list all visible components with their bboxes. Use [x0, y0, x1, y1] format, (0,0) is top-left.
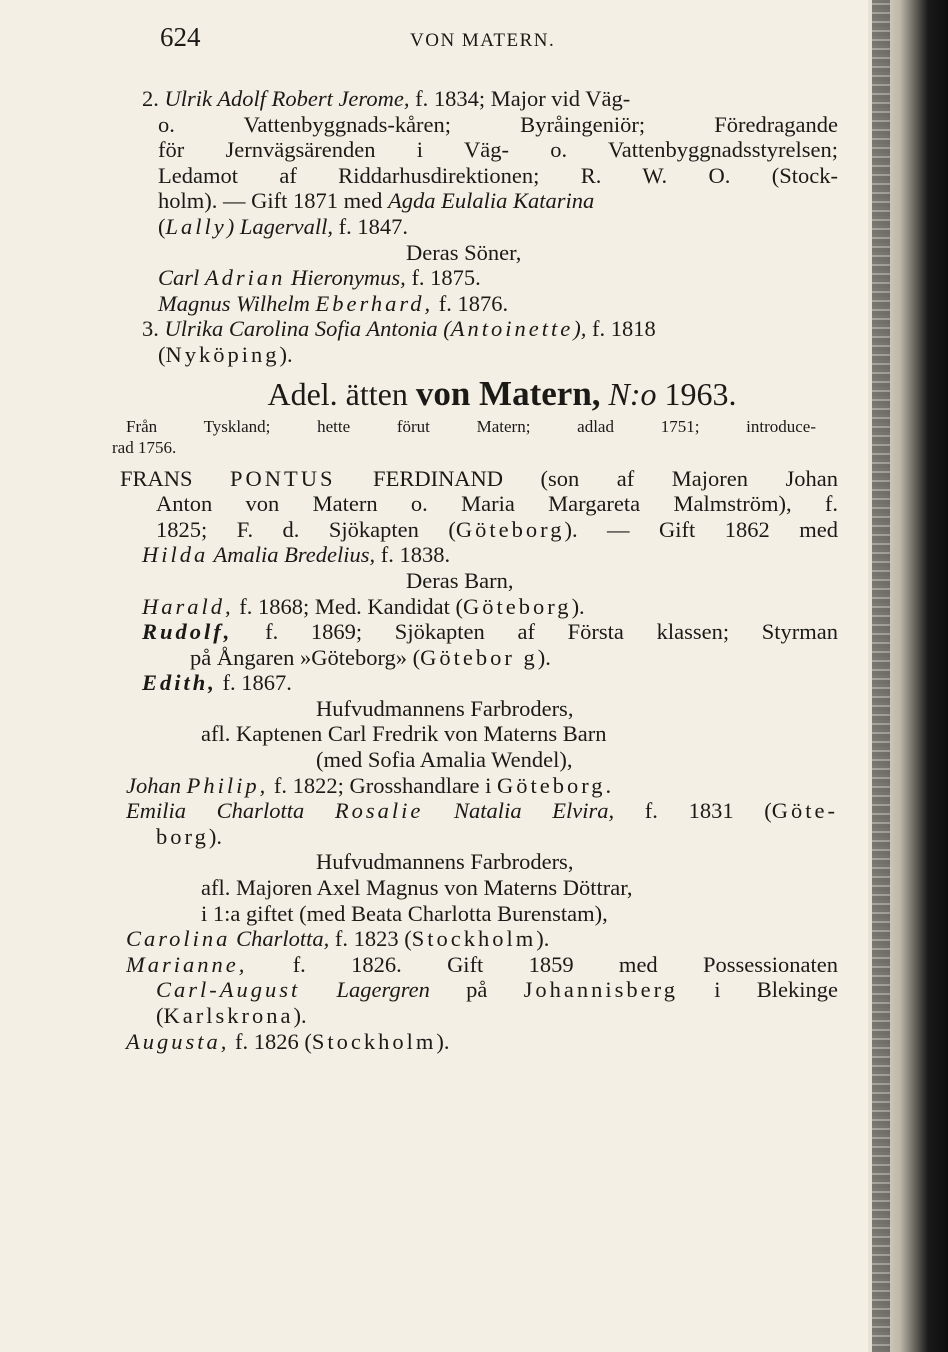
child-name: Harald,: [142, 593, 234, 619]
call-name: Rosalie: [334, 798, 424, 824]
place-name: Stockholm: [311, 1028, 437, 1054]
text-span: 1825; F. d. Sjökapten (: [156, 516, 456, 542]
page-body: [112, 86, 838, 1054]
family-number: 1963.: [664, 375, 737, 412]
place-name: Göteborg: [462, 593, 572, 619]
uncle-1-heading: Hufvudmannens Farbroders,: [316, 695, 574, 721]
uncle-1-line-3: (med Sofia Amalia Wendel),: [316, 747, 573, 773]
head-line-4: [126, 542, 838, 568]
text-span: Johan: [126, 772, 187, 798]
call-name: Antoinette: [450, 316, 574, 342]
person-name: Ulrik Adolf Robert Jerome,: [164, 86, 410, 111]
uncle-1-child-emilia-line-2: [126, 824, 838, 850]
text-span: i Blekinge: [677, 977, 838, 1003]
text-span: på Ångaren »Göteborg» (: [190, 644, 421, 670]
text-span: f. 1826 (: [229, 1028, 312, 1054]
page-number: 624: [160, 22, 201, 52]
child-rudolf-line-2: [126, 645, 838, 671]
entry-2-line-4: Ledamot af Riddarhusdirektionen; R. W. O. (Stock-: [158, 162, 838, 188]
text-span: Charlotta,: [230, 926, 330, 952]
text-span: f. 1831 (: [614, 798, 772, 824]
child-name: Edith,: [142, 670, 217, 696]
family-name: von Matern,: [415, 373, 601, 413]
text-span: f. 1876.: [433, 290, 509, 316]
place-name: Göteborg: [496, 772, 606, 798]
spouse-nickname: Lally: [165, 213, 227, 239]
text-span: f. 1847.: [333, 213, 409, 239]
call-name: Marianne,: [126, 951, 248, 977]
uncle-2-child-carolina: [126, 926, 838, 952]
place-name: Karlskrona: [163, 1003, 294, 1028]
uncle-1-child-johan: [126, 773, 838, 799]
text-span: (: [158, 341, 166, 367]
text-span: f. 1822; Grosshandlare i: [268, 772, 497, 798]
place-name: Götebor g: [420, 644, 538, 670]
entry-3-line-1: [126, 316, 838, 342]
entry-number: 2.: [142, 86, 159, 111]
text-span: f. 1868; Med. Kandidat (: [233, 593, 463, 619]
child-harald: [126, 594, 838, 620]
place-name: Nyköping: [165, 341, 280, 367]
child-edith: [126, 670, 838, 696]
uncle-2-child-augusta: [126, 1029, 838, 1055]
text-span: Carl: [158, 265, 205, 291]
entry-2-line-2: o. Vattenbyggnads-kåren; Byråingeniör; Föredragande: [158, 111, 838, 137]
family-title: [166, 374, 838, 414]
person-name: Ulrika Carolina Sofia Antonia (: [164, 316, 451, 342]
children-heading: Deras Barn,: [406, 567, 514, 593]
call-name: Hilda: [142, 542, 209, 568]
call-name: Eberhard,: [315, 290, 434, 316]
child-rudolf: [126, 619, 838, 645]
text-span: Hieronymus,: [285, 265, 406, 291]
sons-heading: Deras Söner,: [406, 239, 522, 265]
book-spine-texture: [872, 0, 890, 1352]
text-span: ).: [279, 341, 293, 367]
head-line-2: Anton von Matern o. Maria Margareta Malmström), f.: [156, 491, 838, 517]
page-header: [0, 22, 868, 58]
text-span: Emilia Charlotta: [126, 798, 335, 824]
call-name: Augusta,: [126, 1028, 230, 1054]
text-span: f. 1826. Gift 1859 med Possessionaten: [247, 951, 838, 977]
uncle-1-line-2: afl. Kaptenen Carl Fredrik von Materns Barn: [201, 721, 607, 747]
text-span: f. 1818: [586, 316, 656, 342]
text-span: (: [156, 1003, 164, 1028]
text-span: (: [158, 213, 166, 239]
son-magnus: [126, 291, 838, 317]
text-span: f. 1869; Sjökapten af Första klassen; Styrman: [232, 619, 838, 645]
text-span: Adel. ätten: [267, 375, 416, 412]
text-span: ).: [536, 926, 550, 952]
text-span: ).: [208, 823, 222, 849]
origin-line-2: rad 1756.: [112, 437, 177, 457]
text-span: holm). — Gift 1871 med: [158, 188, 388, 214]
place-name: Stockholm: [411, 926, 537, 952]
uncle-2-child-marianne-line-2: [126, 977, 838, 1003]
place-name: borg: [156, 823, 209, 849]
place-name: Johannisberg: [523, 977, 678, 1003]
call-name: Adrian: [204, 265, 286, 291]
call-name: Carolina: [126, 926, 231, 952]
entry-2-line-5: [126, 188, 838, 214]
spouse-surname: ) Lagervall,: [226, 213, 334, 239]
son-carl: [126, 265, 838, 291]
text-span: N:o: [600, 375, 665, 412]
text-span: ). — Gift 1862 med: [564, 516, 838, 542]
head-line-1: [120, 466, 838, 492]
spouse-name: Amalia Bredelius,: [208, 542, 376, 568]
text-span: ),: [573, 316, 587, 342]
text-span: f. 1867.: [216, 670, 292, 696]
text-span: ).: [293, 1003, 307, 1028]
place-name: Göteborg: [455, 516, 565, 542]
text-span: FERDINAND (son af Majoren Johan: [335, 465, 838, 491]
text-span: f. 1875.: [405, 265, 481, 291]
running-head: VON MATERN.: [410, 30, 556, 51]
uncle-2-child-marianne-line-3: [126, 1003, 838, 1029]
entry-number: 3.: [142, 316, 159, 342]
uncle-2-line-2: afl. Majoren Axel Magnus von Materns Döttrar,: [201, 875, 633, 901]
entry-2-line-3: för Jernvägsärenden i Väg- o. Vattenbyggnadsstyrelsen;: [158, 137, 838, 163]
call-name: Philip,: [186, 772, 269, 798]
place-name: Göte-: [771, 798, 838, 824]
text-span: Magnus Wilhelm: [158, 290, 316, 316]
head-line-3: [126, 517, 838, 543]
call-name: PONTUS: [230, 465, 336, 491]
text-span: Natalia Elvira,: [423, 798, 615, 824]
uncle-1-child-emilia: [126, 798, 838, 824]
child-name: Rudolf,: [142, 619, 233, 645]
origin-line-1: Från Tyskland; hette förut Matern; adlad 1751; introduce-: [126, 416, 816, 436]
text-span: på: [429, 977, 524, 1003]
spouse-name: Agda Eulalia Katarina: [387, 188, 595, 214]
uncle-2-child-marianne: [126, 952, 838, 978]
text-span: .: [605, 772, 612, 798]
text-span: ).: [537, 644, 551, 670]
spouse-surname: Lagergren: [300, 977, 430, 1003]
text-span: FRANS: [120, 465, 231, 491]
text-span: ).: [571, 593, 585, 619]
entry-3-line-2: [126, 342, 838, 368]
text-span: ).: [436, 1028, 450, 1054]
entry-2-line-1: [126, 86, 838, 112]
text-span: f. 1838.: [375, 542, 451, 568]
entry-2-line-6: [126, 214, 838, 240]
uncle-2-heading: Hufvudmannens Farbroders,: [316, 849, 574, 875]
uncle-2-line-3: i 1:a giftet (med Beata Charlotta Burenstam),: [201, 900, 608, 926]
spouse-name: Carl-August: [156, 977, 301, 1003]
text-span: f. 1834; Major vid Väg-: [409, 86, 631, 111]
text-span: f. 1823 (: [329, 926, 412, 952]
